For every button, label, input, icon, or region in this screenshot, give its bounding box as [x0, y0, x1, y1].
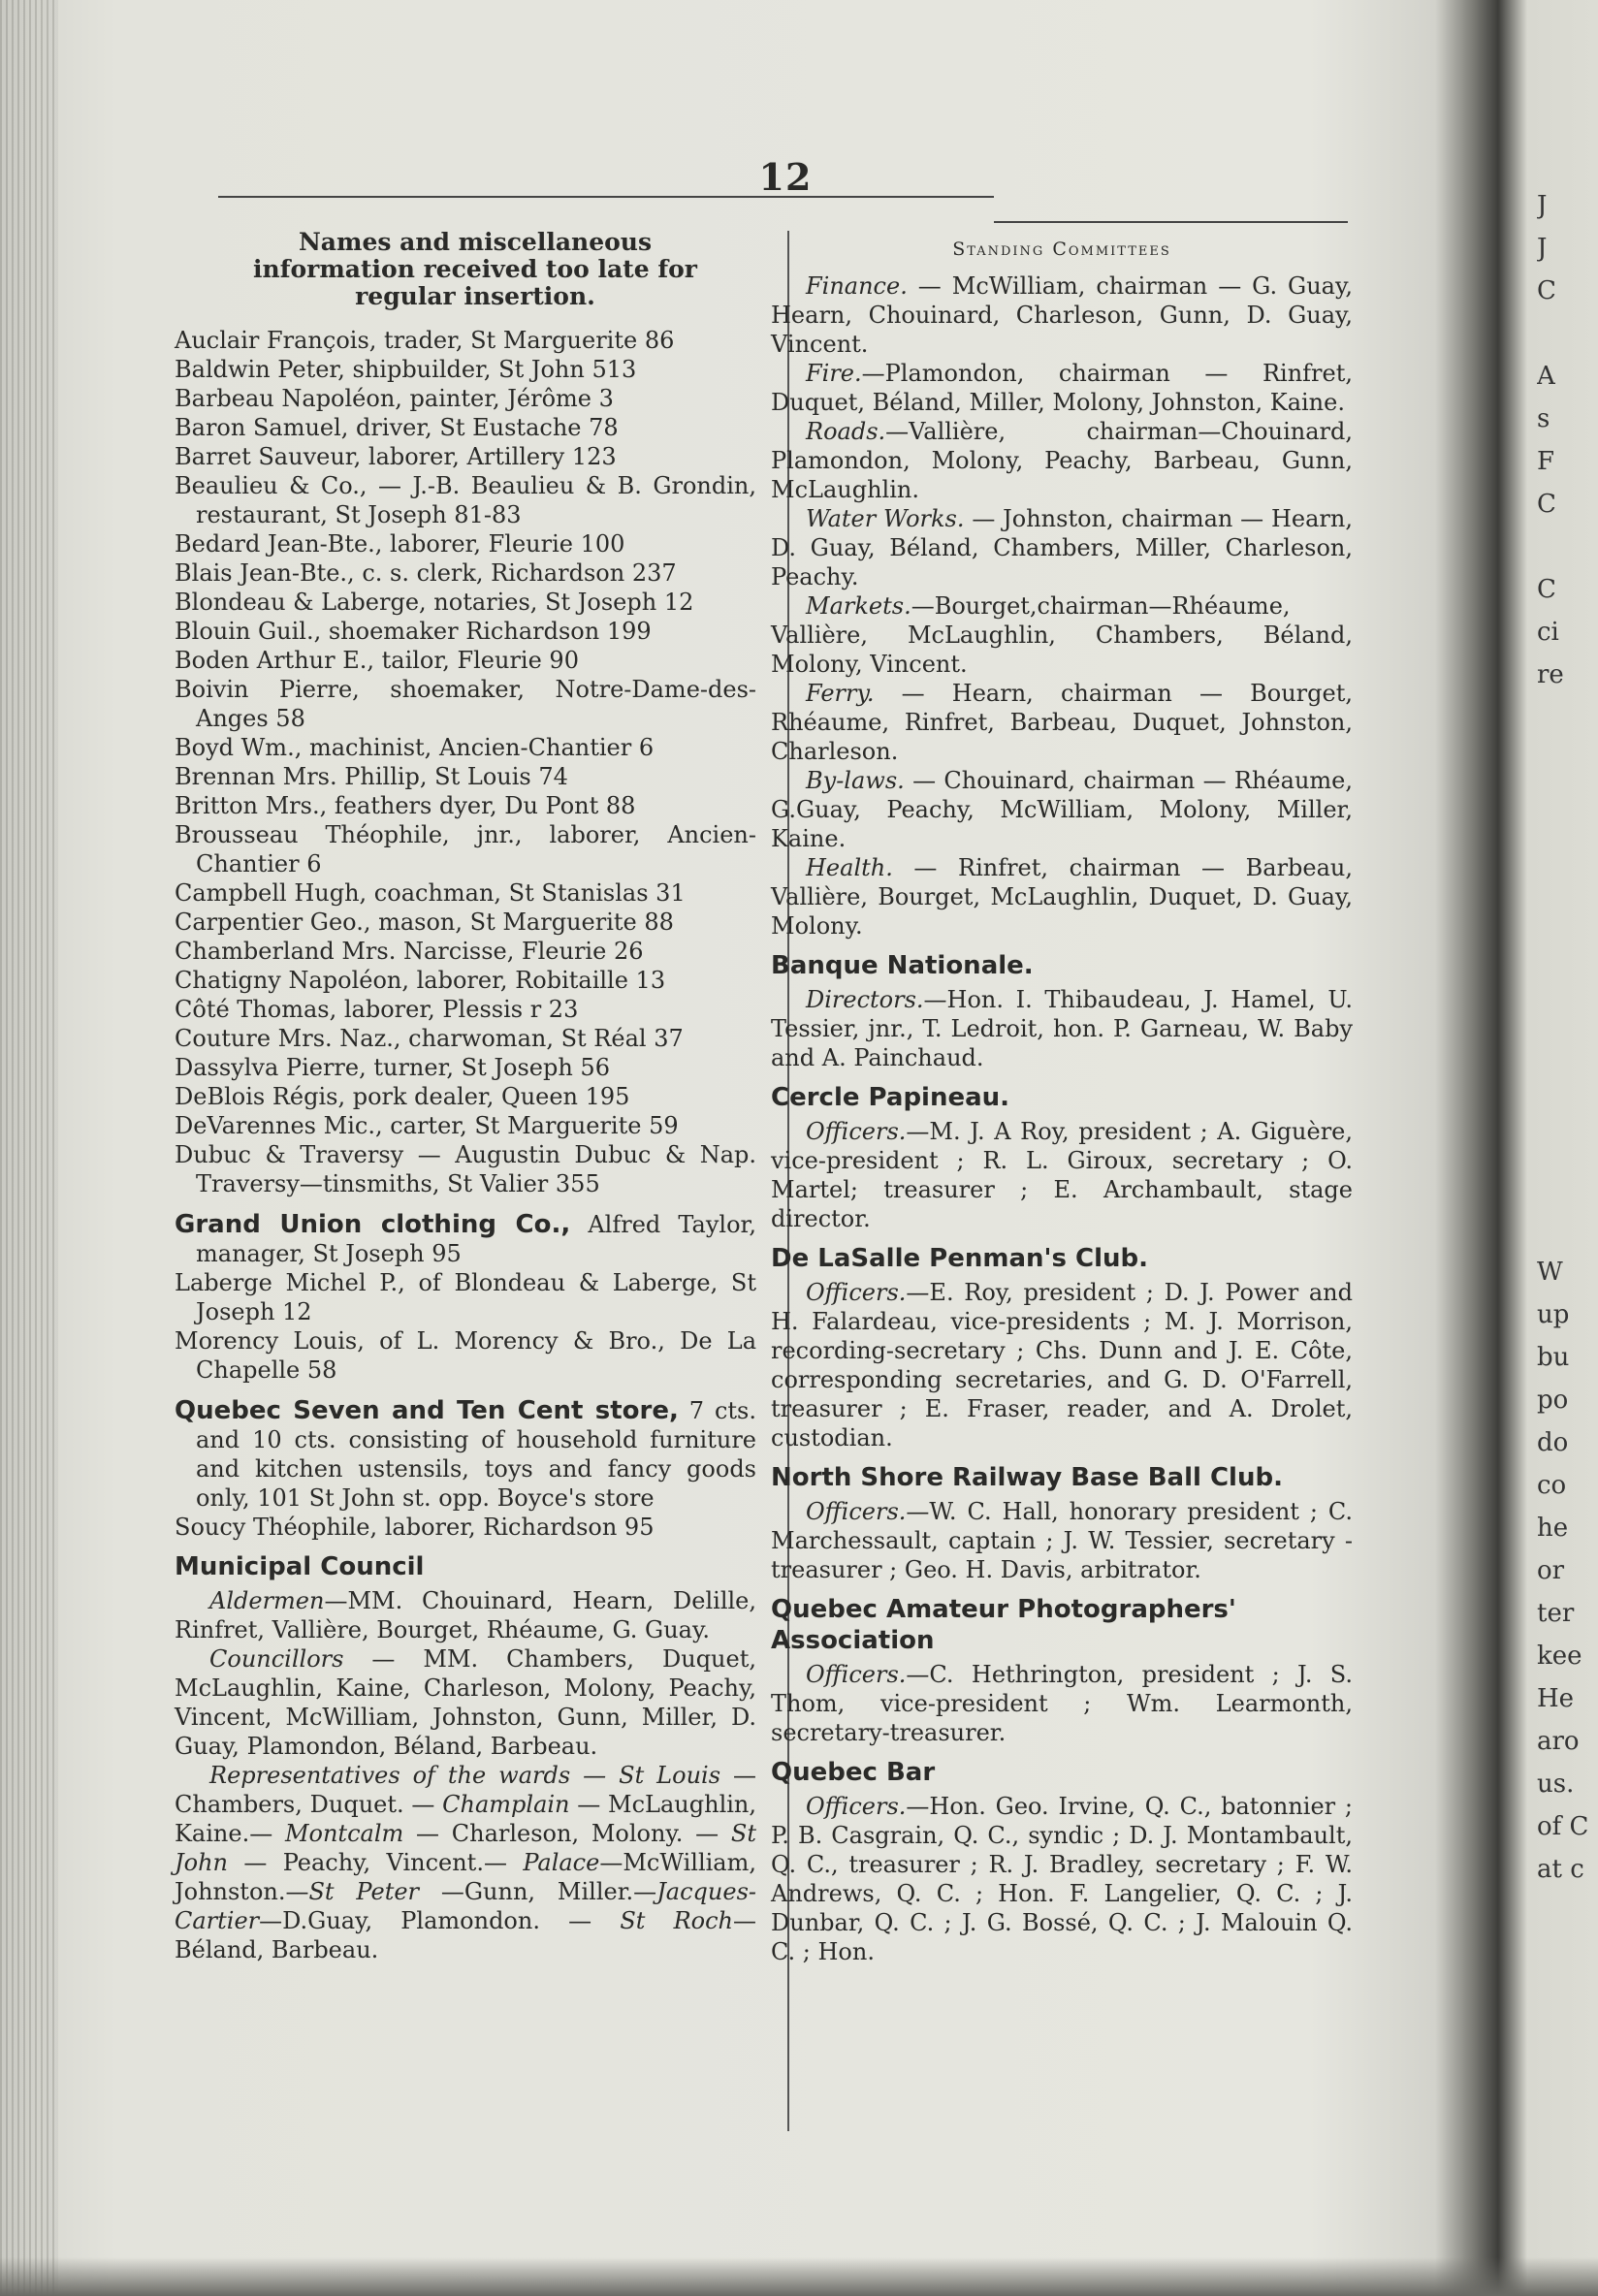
- directory-entries: [175, 326, 756, 1198]
- committee-label: Water Works.: [806, 505, 965, 532]
- reps-text-7: —D.Guay, Plamondon. —: [259, 1907, 621, 1934]
- bleed-fragment: us.: [1537, 1770, 1575, 1799]
- reps-text-5: —McWilliam, Johnston.—: [175, 1849, 756, 1905]
- representatives-paragraph: [175, 1761, 756, 1964]
- directory-entry-morency: Morency Louis, of L. Morency & Bro., De La Chapelle 58: [175, 1327, 756, 1384]
- bleed-fragment: [1537, 312, 1598, 355]
- bleed-fragment: [1537, 952, 1598, 995]
- bleed-fragment: bu: [1537, 1343, 1570, 1372]
- officers-label: Officers.: [806, 1498, 907, 1525]
- bleed-fragment: ci: [1537, 618, 1559, 647]
- header-rule-right: [994, 221, 1348, 223]
- quebec-bar-paragraph: [771, 1792, 1353, 1966]
- bleed-fragment: [1537, 1080, 1598, 1123]
- aldermen-paragraph: [175, 1586, 756, 1644]
- ward-st-john: St John: [175, 1820, 756, 1876]
- header-rule-left: [218, 196, 994, 198]
- page-number: 12: [758, 155, 813, 199]
- committee-entry: [771, 766, 1353, 853]
- directory-entry: Dassylva Pierre, turner, St Joseph 56: [175, 1054, 610, 1081]
- committee-members: —Vallière, chairman—Chouinard, Plamondon, Molony, Peachy, Barbeau, Gunn, McLaughlin.: [771, 418, 1353, 503]
- bleed-fragment: kee: [1537, 1642, 1582, 1671]
- bleed-fragment: [1537, 824, 1598, 867]
- bleed-fragment: aro: [1537, 1727, 1580, 1756]
- committee-label: Ferry.: [806, 680, 875, 707]
- committee-label: By-laws.: [806, 767, 905, 794]
- directory-entry: Beaulieu & Co., — J.-B. Beaulieu & B. Grondin, restaurant, St Joseph 81-83: [175, 472, 756, 528]
- bleed-fragment: F: [1537, 447, 1555, 476]
- bleed-fragment: or: [1537, 1556, 1565, 1585]
- ward-st-peter: St Peter: [308, 1878, 420, 1905]
- directory-entry: Chamberland Mrs. Narcisse, Fleurie 26: [175, 938, 644, 965]
- directory-entry: Blais Jean-Bte., c. s. clerk, Richardson 237: [175, 559, 677, 587]
- officers-text: —Hon. Geo. Irvine, Q. C., batonnier ; P. B. Casgrain, Q. C., syndic ; D. J. Montambault, Q. C., treasurer ; R. J. Bradley, secretary ; F. W. Andrews, Q. C. ; Hon. F. Langelier, Q. C. ; J. Dunbar, Q. C. ; J. G. Bossé, Q. C. ; J. Malouin Q. C. ; Hon.: [771, 1793, 1353, 1965]
- left-column: [175, 229, 756, 1964]
- committee-members: — Chouinard, chairman — Rhéaume, G.Guay, Peachy, McWilliam, Molony, Miller, Kaine.: [771, 767, 1353, 852]
- bleed-fragment: [1537, 867, 1598, 909]
- directors-label: Directors.: [806, 986, 924, 1013]
- committee-label: Roads.: [806, 418, 886, 445]
- officers-text: —M. J. A Roy, president ; A. Giguère, vice-president ; R. L. Giroux, secretary ; O. Martel; treasurer ; E. Archambault, stage director.: [771, 1118, 1353, 1232]
- bottom-shadow: [0, 2257, 1598, 2296]
- bleed-fragment: W: [1537, 1258, 1563, 1287]
- banque-nationale-paragraph: [771, 985, 1353, 1072]
- bleed-fragment: do: [1537, 1428, 1569, 1457]
- reps-text-8: —Béland, Barbeau.: [175, 1907, 756, 1963]
- directory-entry: Boivin Pierre, shoemaker, Notre-Dame-des-Anges 58: [175, 676, 756, 732]
- bleed-fragment: C: [1537, 575, 1556, 604]
- directory-entry: Baron Samuel, driver, St Eustache 78: [175, 414, 619, 441]
- ward-jacques-cartier: Jacques-Cartier: [175, 1878, 757, 1934]
- directory-entry: Baldwin Peter, shipbuilder, St John 513: [175, 356, 637, 383]
- reps-text-6: —Gunn, Miller.—: [419, 1878, 657, 1905]
- bleed-fragment: [1537, 781, 1598, 824]
- ward-montcalm: Montcalm: [284, 1820, 404, 1847]
- committee-entry: [771, 504, 1353, 591]
- reps-text-2: — McLaughlin, Kaine.—: [175, 1791, 756, 1847]
- north-shore-club-title: North Shore Railway Base Ball Club.: [771, 1463, 1283, 1492]
- bleed-fragment: [1537, 739, 1598, 781]
- grand-union-details: Alfred Taylor, manager, St Joseph 95: [196, 1211, 756, 1267]
- bleed-fragment: up: [1537, 1300, 1570, 1329]
- directory-entry: DeBlois Régis, pork dealer, Queen 195: [175, 1083, 630, 1110]
- bleed-fragment: [1537, 909, 1598, 952]
- councillors-text: — MM. Chambers, Duquet, McLaughlin, Kaine, Charleson, Molony, Peachy, Vincent, McWilliam, Johnston, Gunn, Miller, D. Guay, Plamondon, Béland, Barbeau.: [175, 1645, 756, 1760]
- bleed-fragment: [1537, 696, 1598, 739]
- reps-text-4: — Peachy, Vincent.—: [227, 1849, 524, 1876]
- councillors-paragraph: [175, 1644, 756, 1761]
- photographers-association-paragraph: [771, 1660, 1353, 1747]
- committee-entry: [771, 591, 1353, 679]
- committee-entry: [771, 271, 1353, 359]
- aldermen-text: —MM. Chouinard, Hearn, Delille, Rinfret, Vallière, Bourget, Rhéaume, G. Guay.: [175, 1587, 756, 1643]
- bleed-fragment: [1537, 1123, 1598, 1165]
- committee-members: — Hearn, chairman — Bourget, Rhéaume, Rinfret, Barbeau, Duquet, Johnston, Charleson.: [771, 680, 1353, 765]
- committee-entry: [771, 853, 1353, 941]
- photographers-association-title: Quebec Amateur Photographers' Association: [771, 1595, 1236, 1655]
- directory-entry: Chatigny Napoléon, laborer, Robitaille 13: [175, 967, 666, 994]
- committee-entry: [771, 679, 1353, 766]
- bleed-fragment: J: [1537, 234, 1548, 263]
- committee-entry: [771, 359, 1353, 417]
- ward-palace: Palace: [523, 1849, 600, 1876]
- ward-st-roch: St Roch: [620, 1907, 733, 1934]
- committee-members: — McWilliam, chairman — G. Guay, Hearn, Chouinard, Charleson, Gunn, D. Guay, Vincent.: [771, 272, 1353, 358]
- committee-members: —Bourget,chairman—Rhéaume, Vallière, McLaughlin, Chambers, Béland, Molony, Vincent.: [771, 592, 1353, 678]
- bleed-fragment: C: [1537, 490, 1556, 519]
- bleed-fragment: ter: [1537, 1599, 1575, 1628]
- directory-entry: Couture Mrs. Naz., charwoman, St Réal 37: [175, 1025, 684, 1052]
- directory-entry: Bedard Jean-Bte., laborer, Fleurie 100: [175, 530, 625, 558]
- directory-entry: Blondeau & Laberge, notaries, St Joseph 12: [175, 589, 694, 616]
- committee-members: —Plamondon, chairman — Rinfret, Duquet, Béland, Miller, Molony, Johnston, Kaine.: [771, 360, 1353, 416]
- quebec-store-details: 7 cts. and 10 cts. consisting of household furniture and kitchen ustensils, toys and fancy goods only, 101 St John st. opp. Boyce's store: [196, 1397, 756, 1512]
- directory-entry: Boyd Wm., machinist, Ancien-Chantier 6: [175, 734, 655, 761]
- representatives-label: Representatives of the wards — St Louis: [209, 1762, 721, 1789]
- standing-committees-heading: Standing Committees: [952, 239, 1171, 260]
- facing-page-bleed: [1537, 184, 1598, 1891]
- directory-entry: Boden Arthur E., tailor, Fleurie 90: [175, 647, 579, 674]
- right-column: [771, 235, 1353, 1966]
- directory-entry: Campbell Hugh, coachman, St Stanislas 31: [175, 879, 686, 907]
- grand-union-name: Grand Union clothing Co.,: [175, 1210, 571, 1239]
- directory-entry: Barret Sauveur, laborer, Artillery 123: [175, 443, 617, 470]
- banque-nationale-title: Banque Nationale.: [771, 951, 1034, 980]
- committee-entry: [771, 417, 1353, 504]
- bleed-fragment: J: [1537, 191, 1548, 220]
- north-shore-club-paragraph: [771, 1497, 1353, 1584]
- cercle-papineau-paragraph: [771, 1117, 1353, 1233]
- bleed-fragment: he: [1537, 1514, 1569, 1543]
- directory-entry: Britton Mrs., feathers dyer, Du Pont 88: [175, 792, 636, 819]
- bleed-fragment: [1537, 1165, 1598, 1208]
- bleed-fragment: [1537, 1037, 1598, 1080]
- bleed-fragment: He: [1537, 1684, 1575, 1713]
- municipal-council-title: Municipal Council: [175, 1552, 425, 1581]
- directory-entry: Barbeau Napoléon, painter, Jérôme 3: [175, 385, 614, 412]
- directory-entry: Carpentier Geo., mason, St Marguerite 88: [175, 909, 674, 936]
- late-insertion-heading: Names and miscellaneous information received too late for regular insertion.: [253, 228, 697, 310]
- committee-label: Health.: [806, 854, 893, 881]
- bleed-fragment: co: [1537, 1471, 1567, 1500]
- directory-entry: Brousseau Théophile, jnr., laborer, Ancien-Chantier 6: [175, 821, 756, 877]
- directory-entry: Côté Thomas, laborer, Plessis r 23: [175, 996, 579, 1023]
- bleed-fragment: [1537, 526, 1598, 568]
- reps-text-3: — Charleson, Molony. —: [403, 1820, 731, 1847]
- committee-label: Finance.: [806, 272, 908, 300]
- directory-entry-quebec-store: [175, 1396, 756, 1513]
- officers-label: Officers.: [806, 1793, 907, 1820]
- directory-entry: Blouin Guil., shoemaker Richardson 199: [175, 618, 652, 645]
- bleed-fragment: po: [1537, 1386, 1569, 1415]
- quebec-bar-title: Quebec Bar: [771, 1758, 936, 1787]
- directory-entry: Brennan Mrs. Phillip, St Louis 74: [175, 763, 568, 790]
- aldermen-label: Aldermen: [209, 1587, 325, 1614]
- delasalle-club-title: De LaSalle Penman's Club.: [771, 1244, 1148, 1273]
- officers-text: —W. C. Hall, honorary president ; C. Marchessault, captain ; J. W. Tessier, secretary - treasurer ; Geo. H. Davis, arbitrator.: [771, 1498, 1353, 1583]
- bleed-fragment: [1537, 1208, 1598, 1251]
- directory-entry-laberge: Laberge Michel P., of Blondeau & Laberge, St Joseph 12: [175, 1269, 756, 1325]
- directory-entry: Auclair François, trader, St Marguerite 86: [175, 327, 675, 354]
- committee-members: — Johnston, chairman — Hearn, D. Guay, Béland, Chambers, Miller, Charleson, Peachy.: [771, 505, 1353, 590]
- page-edge-stack: [0, 0, 58, 2296]
- officers-text: —E. Roy, president ; D. J. Power and H. Falardeau, vice-presidents ; M. J. Morrison, recording-secretary ; Chs. Dunn and J. E. Côte, corresponding secretaries, and G. D. O'Farrell, treasurer ; E. Fraser, reader, and A. Drolet, custodian.: [771, 1279, 1353, 1451]
- cercle-papineau-title: Cercle Papineau.: [771, 1083, 1010, 1112]
- delasalle-club-paragraph: [771, 1278, 1353, 1452]
- bleed-fragment: at c: [1537, 1855, 1584, 1884]
- committee-label: Markets.: [806, 592, 911, 620]
- officers-label: Officers.: [806, 1279, 907, 1306]
- officers-text: —C. Hethrington, president ; J. S. Thom, vice-president ; Wm. Learmonth, secretary-treasurer.: [771, 1661, 1353, 1746]
- reps-text-1: —Chambers, Duquet. —: [175, 1762, 756, 1818]
- bleed-fragment: re: [1537, 660, 1564, 689]
- directory-entry-grand-union: [175, 1210, 756, 1268]
- bleed-fragment: [1537, 995, 1598, 1037]
- bleed-fragment: of C: [1537, 1812, 1589, 1841]
- quebec-store-name: Quebec Seven and Ten Cent store,: [175, 1396, 679, 1425]
- bleed-fragment: C: [1537, 276, 1556, 305]
- directory-entry: Dubuc & Traversy — Augustin Dubuc & Nap. Traversy—tinsmiths, St Valier 355: [175, 1141, 756, 1197]
- officers-label: Officers.: [806, 1118, 907, 1145]
- councillors-label: Councillors: [209, 1645, 344, 1673]
- committee-label: Fire.: [806, 360, 862, 387]
- committee-list: [771, 271, 1353, 941]
- bleed-fragment: s: [1537, 404, 1550, 433]
- ward-champlain: Champlain: [442, 1791, 570, 1818]
- directors-text: —Hon. I. Thibaudeau, J. Hamel, U. Tessier, jnr., T. Ledroit, hon. P. Garneau, W. Baby and A. Painchaud.: [771, 986, 1353, 1071]
- directory-entry: DeVarennes Mic., carter, St Marguerite 59: [175, 1112, 679, 1139]
- directory-entry-soucy: Soucy Théophile, laborer, Richardson 95: [175, 1514, 655, 1541]
- committee-members: — Rinfret, chairman — Barbeau, Vallière, Bourget, McLaughlin, Duquet, D. Guay, Molony.: [771, 854, 1353, 940]
- bleed-fragment: A: [1537, 362, 1555, 391]
- officers-label: Officers.: [806, 1661, 907, 1688]
